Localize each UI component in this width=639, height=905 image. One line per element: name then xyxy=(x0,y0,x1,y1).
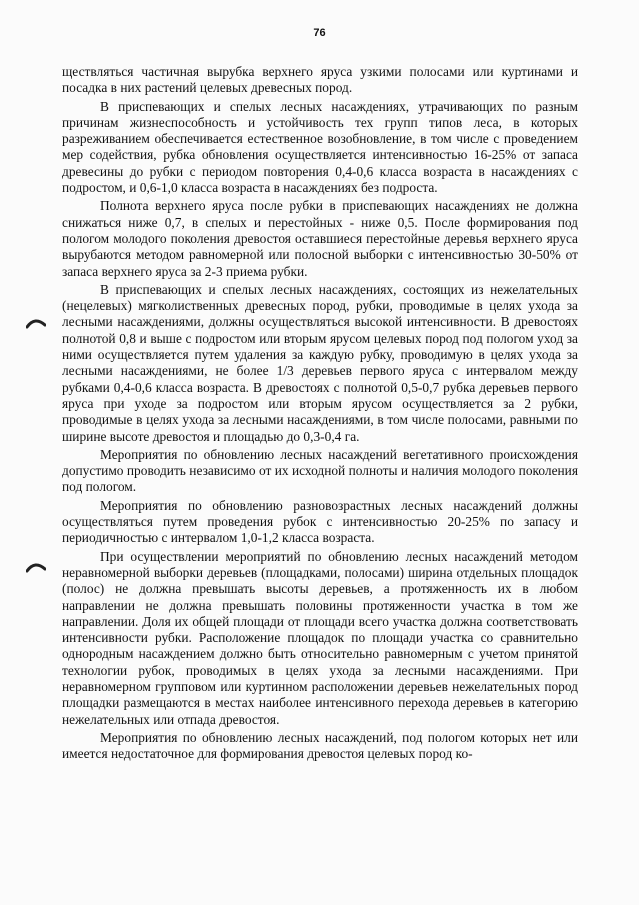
paragraph: В приспевающих и спелых лесных насаждениях, утрачивающих по разным причинам жизнеспособность и устойчивость тех групп типов леса, в которых разреживанием обеспечивается естественное возобновление, в том числе с проведением мер содействия, рубка обновления осуществляется интенсивностью 16-25% от запаса древесины до рубки с периодом повторения 0,4-0,6 класса возраста в насаждениях с подростом, и 0,6-1,0 класса возраста в насаждениях без подроста. xyxy=(62,98,578,196)
page-number: 76 xyxy=(313,27,326,39)
margin-mark-icon xyxy=(26,317,46,329)
body-text xyxy=(62,64,578,762)
margin-mark-icon xyxy=(26,561,46,573)
paragraph: Мероприятия по обновлению лесных насаждений вегетативного происхождения допустимо проводить независимо от их исходной полноты и наличия молодого поколения под пологом. xyxy=(62,446,578,495)
paragraph: Мероприятия по обновлению лесных насаждений, под пологом которых нет или имеется недостаточное для формирования древостоя целевых пород ко- xyxy=(62,729,578,762)
paragraph: ществляться частичная вырубка верхнего яруса узкими полосами или куртинами и посадка в них растений целевых древесных пород. xyxy=(62,64,578,96)
paragraph: Полнота верхнего яруса после рубки в приспевающих насаждениях не должна снижаться ниже 0,7, в спелых и перестойных - ниже 0,5. После формирования под пологом молодого поколения древостоя оставшиеся перестойные деревья верхнего яруса вырубаются методом равномерной или полосной выборки с интенсивностью 30-50% от запаса верхнего яруса за 2-3 приема рубки. xyxy=(62,198,578,279)
paragraph: При осуществлении мероприятий по обновлению лесных насаждений методом неравномерной выборки деревьев (площадками, полосами) ширина отдельных площадок (полос) не должна превышать высоты деревьев, а протяженность их в любом направлении не должна превышать половины протяженности участка в том же направлении. Доля их общей площади от площади всего участка должна соответствовать интенсивности рубки. Расположение площадок по площади участка со сравнительно однородным насаждением должно быть относительно равномерным с учетом принятой технологии рубок, проводимых в целях ухода за лесными насаждениями. При неравномерном групповом или куртинном расположении деревьев нежелательных пород площадки размещаются в местах наиболее интенсивного перехода деревьев в категорию нежелательных или отпада древостоя. xyxy=(62,548,578,727)
paragraph: В приспевающих и спелых лесных насаждениях, состоящих из нежелательных (нецелевых) мягколиственных древесных пород, рубки, проводимые в целях ухода за лесными насаждениями, должны осуществляться высокой интенсивности. В древостоях полнотой 0,8 и выше с подростом или вторым ярусом целевых пород под пологом уход за ними осуществляется путем удаления за каждую рубку, проводимую в целях ухода за лесными насаждениями, не более 1/3 деревьев первого яруса с интервалом между рубками 0,4-0,6 класса возраста. В древостоях с полнотой 0,5-0,7 рубка деревьев первого яруса при уходе за подростом или вторым ярусом осуществляется за 2 рубки, проводимые в целях ухода за лесными насаждениями, в том числе полосами, равными по ширине высоте древостоя и площадью до 0,3-0,4 га. xyxy=(62,281,578,444)
paragraph: Мероприятия по обновлению разновозрастных лесных насаждений должны осуществляться путем проведения рубок с интенсивностью 20-25% по запасу и периодичностью с интервалом 1,0-1,2 класса возраста. xyxy=(62,497,578,546)
